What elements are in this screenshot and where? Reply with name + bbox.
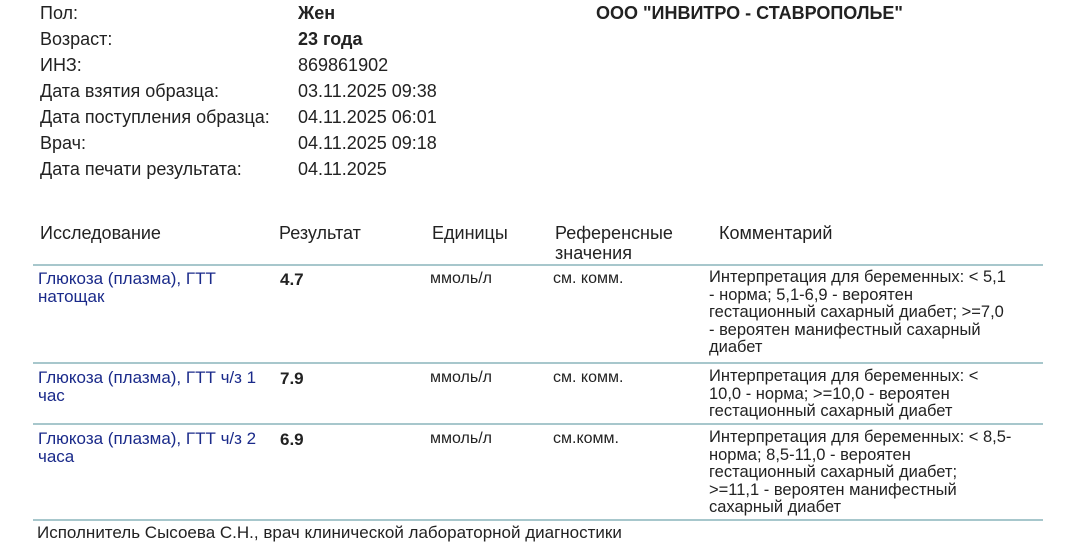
- row-study-name: [38, 430, 256, 466]
- row-reference: см.комм.: [553, 430, 619, 447]
- row-result: 4.7: [280, 270, 304, 289]
- row-study-name-line: натощак: [38, 287, 105, 306]
- print-date-value: 04.11.2025: [298, 159, 387, 179]
- row-study-name: [38, 270, 216, 306]
- comment-line: гестационный сахарный диабет; >=7,0: [709, 303, 1004, 321]
- comment-line: - вероятен манифестный сахарный: [709, 320, 981, 339]
- age-label: Возраст:: [40, 29, 113, 49]
- inz-label: ИНЗ:: [40, 55, 82, 75]
- row-study-name-line: часа: [38, 447, 75, 466]
- row-result: 6.9: [280, 430, 304, 449]
- row-study-name-line: Глюкоза (плазма), ГТТ ч/з 1: [38, 368, 257, 387]
- header-reference-line-2: значения: [555, 243, 632, 263]
- receipt-date-value: 04.11.2025 06:01: [298, 107, 437, 127]
- header-units: Единицы: [432, 223, 508, 243]
- sample-date-label: Дата взятия образца:: [40, 81, 219, 101]
- comment-line: Интерпретация для беременных: < 8,5-: [709, 428, 1012, 446]
- header-comment: Комментарий: [719, 223, 833, 243]
- comment-line: >=11,1 - вероятен манифестный: [709, 480, 957, 499]
- row-result: 7.9: [280, 369, 304, 388]
- header-study: Исследование: [40, 223, 161, 243]
- comment-line: диабет: [709, 338, 763, 356]
- row-study-name-line: Глюкоза (плазма), ГТТ: [38, 269, 216, 288]
- age-value: 23 года: [298, 29, 363, 49]
- header-result: Результат: [279, 223, 361, 243]
- row-study-name: [38, 369, 256, 405]
- divider: [33, 423, 1043, 425]
- row-comment: [709, 429, 1011, 517]
- print-date-label: Дата печати результата:: [40, 159, 242, 179]
- doctor-label: Врач:: [40, 133, 87, 153]
- divider: [33, 362, 1043, 364]
- header-reference-line-1: Референсные: [555, 223, 673, 243]
- receipt-date-label: Дата поступления образца:: [40, 107, 270, 127]
- sex-value: Жен: [298, 3, 336, 23]
- row-units: ммоль/л: [430, 430, 492, 447]
- header-reference: [555, 223, 673, 263]
- row-comment: [709, 368, 978, 421]
- comment-line: гестационный сахарный диабет;: [709, 463, 958, 481]
- row-study-name-line: час: [38, 386, 65, 405]
- divider: [33, 264, 1043, 266]
- comment-line: гестационный сахарный диабет: [709, 402, 953, 420]
- sample-date-value: 03.11.2025 09:38: [298, 81, 437, 101]
- comment-line: Интерпретация для беременных: < 5,1: [709, 268, 1006, 286]
- organization-name: ООО "ИНВИТРО - СТАВРОПОЛЬЕ": [596, 3, 903, 23]
- row-reference: см. комм.: [553, 270, 624, 287]
- inz-value: 869861902: [298, 55, 389, 75]
- divider: [33, 519, 1043, 521]
- row-reference: см. комм.: [553, 369, 624, 386]
- comment-line: - норма; 5,1-6,9 - вероятен: [709, 285, 913, 304]
- comment-line: 10,0 - норма; >=10,0 - вероятен: [709, 384, 950, 403]
- performer-footer: Исполнитель Сысоева С.Н., врач клинической лабораторной диагностики: [37, 523, 622, 542]
- comment-line: норма; 8,5-11,0 - вероятен: [709, 445, 911, 464]
- row-units: ммоль/л: [430, 270, 492, 287]
- doctor-value: 04.11.2025 09:18: [298, 133, 437, 153]
- sex-label: Пол:: [40, 3, 79, 23]
- row-study-name-line: Глюкоза (плазма), ГТТ ч/з 2: [38, 429, 257, 448]
- comment-line: Интерпретация для беременных: <: [709, 367, 979, 385]
- row-units: ммоль/л: [430, 369, 492, 386]
- row-comment: [709, 269, 1006, 357]
- comment-line: сахарный диабет: [709, 498, 842, 516]
